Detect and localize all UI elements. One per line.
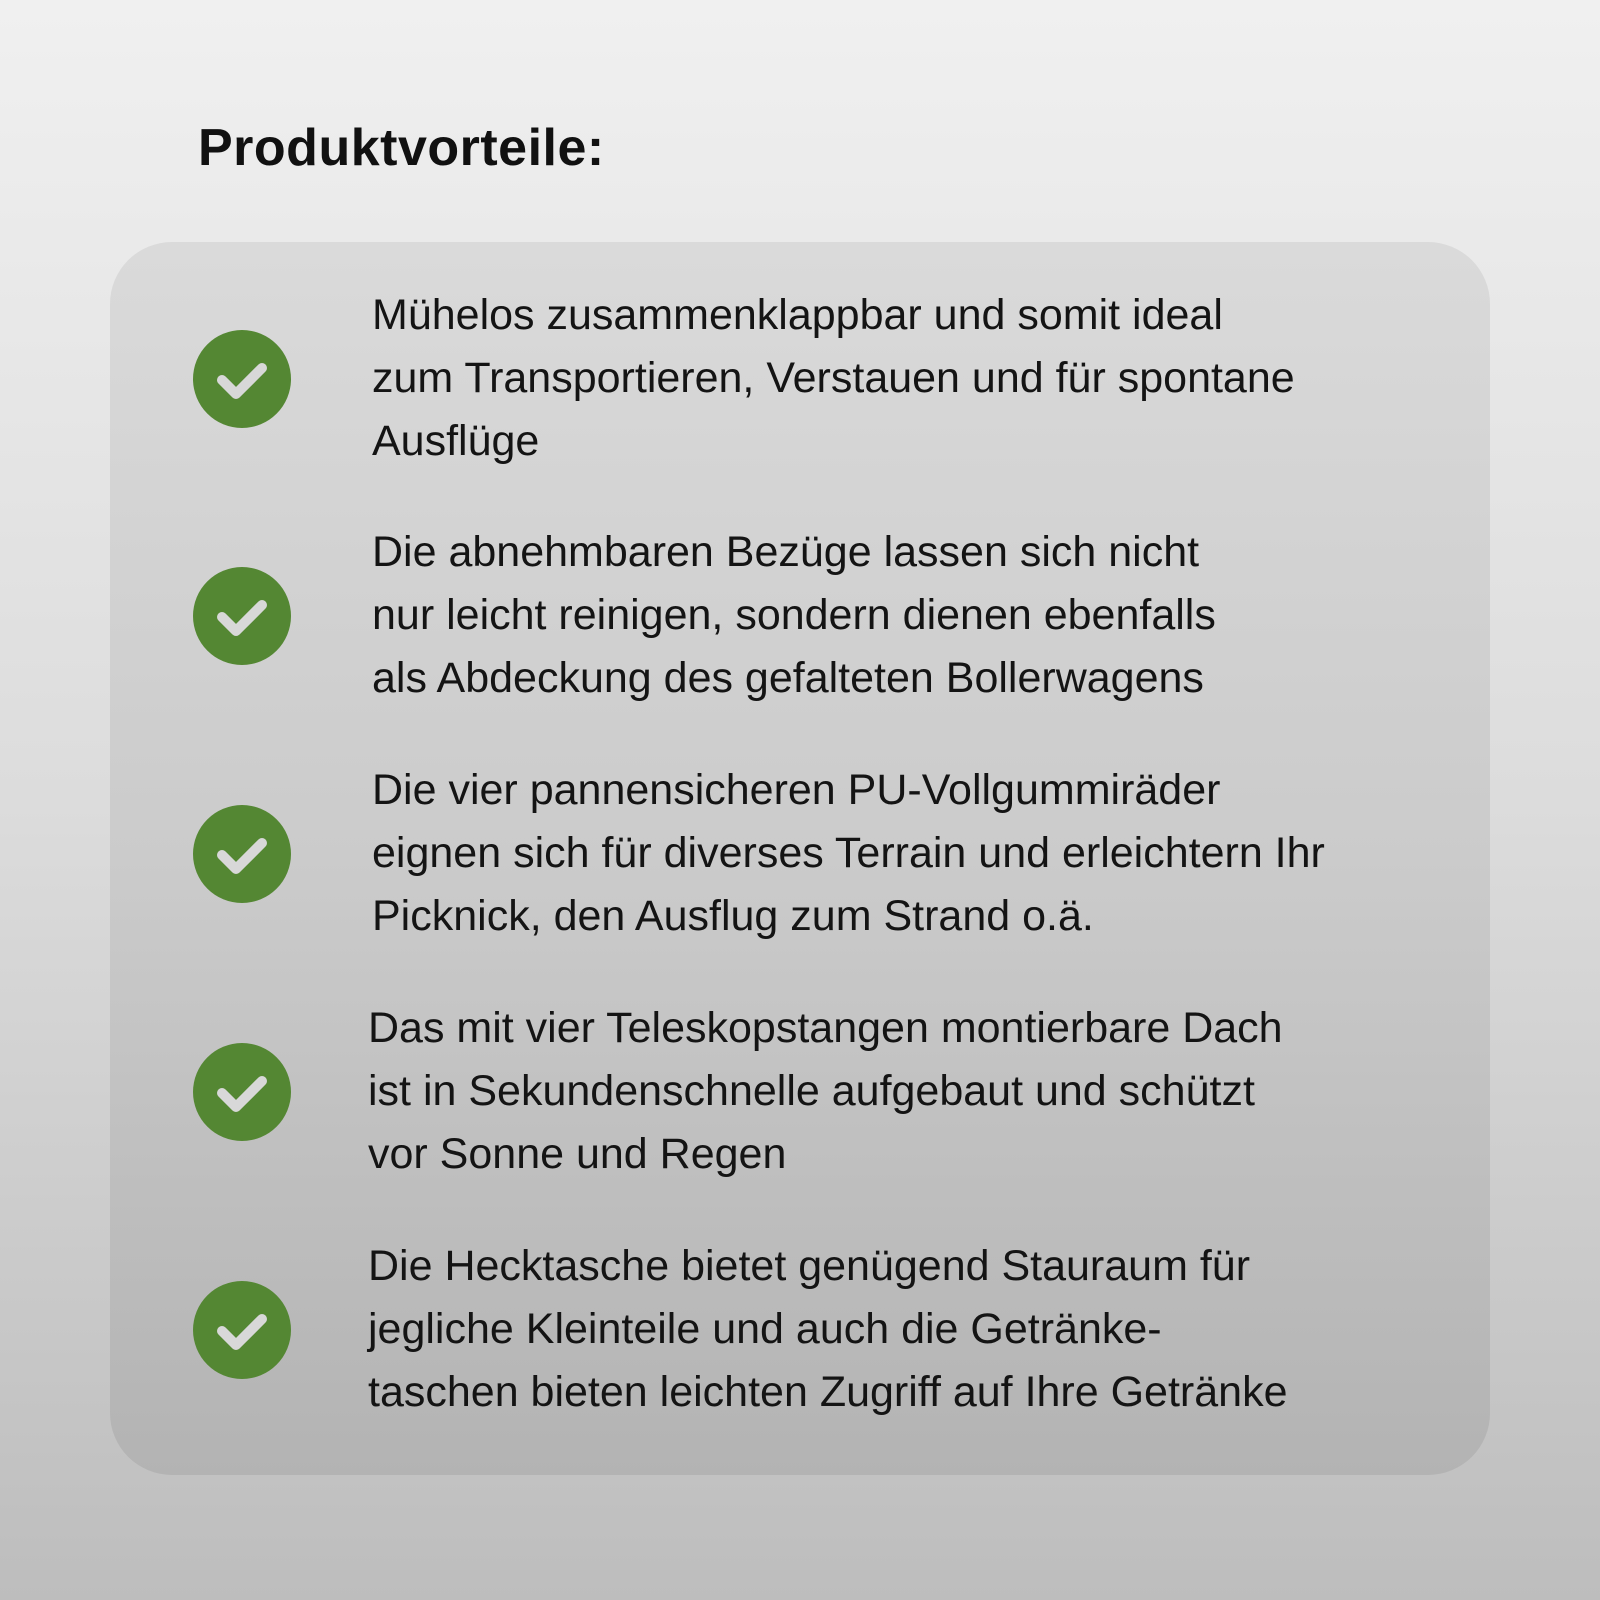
benefit-line: vor Sonne und Regen	[368, 1130, 787, 1178]
benefit-line: taschen bieten leichten Zugriff auf Ihre Getränke	[368, 1368, 1288, 1416]
page-title: Produktvorteile:	[198, 119, 605, 177]
benefits-card	[110, 242, 1490, 1475]
benefit-line: eignen sich für diverses Terrain und erleichtern Ihr	[372, 829, 1325, 877]
benefit-item	[110, 759, 1490, 949]
benefit-line: nur leicht reinigen, sondern dienen ebenfalls	[372, 591, 1216, 639]
benefit-item	[110, 1235, 1490, 1425]
check-icon	[193, 1043, 291, 1141]
benefit-line: Die vier pannensicheren PU-Vollgummiräder	[372, 766, 1221, 814]
benefit-line: Die abnehmbaren Bezüge lassen sich nicht	[372, 528, 1200, 576]
benefit-line: als Abdeckung des gefalteten Bollerwagens	[372, 654, 1204, 702]
benefit-line: Das mit vier Teleskopstangen montierbare Dach	[368, 1004, 1283, 1052]
benefit-line: zum Transportieren, Verstauen und für spontane	[372, 354, 1295, 402]
benefit-text	[372, 521, 1216, 710]
benefit-item	[110, 284, 1490, 474]
benefit-text	[372, 759, 1325, 948]
check-icon	[193, 805, 291, 903]
benefit-text	[372, 284, 1295, 473]
benefit-line: ist in Sekundenschnelle aufgebaut und schützt	[368, 1067, 1255, 1115]
check-icon	[193, 330, 291, 428]
benefit-line: Ausflüge	[372, 417, 540, 465]
benefit-text	[368, 1235, 1287, 1424]
check-icon	[193, 567, 291, 665]
benefit-line: Die Hecktasche bietet genügend Stauraum für	[368, 1242, 1251, 1290]
benefit-item	[110, 521, 1490, 711]
check-icon	[193, 1281, 291, 1379]
benefit-line: Picknick, den Ausflug zum Strand o.ä.	[372, 892, 1094, 940]
benefit-line: jegliche Kleinteile und auch die Getränke-	[368, 1305, 1162, 1353]
benefit-text	[368, 997, 1283, 1186]
benefit-line: Mühelos zusammenklappbar und somit ideal	[372, 291, 1223, 339]
benefit-item	[110, 997, 1490, 1187]
